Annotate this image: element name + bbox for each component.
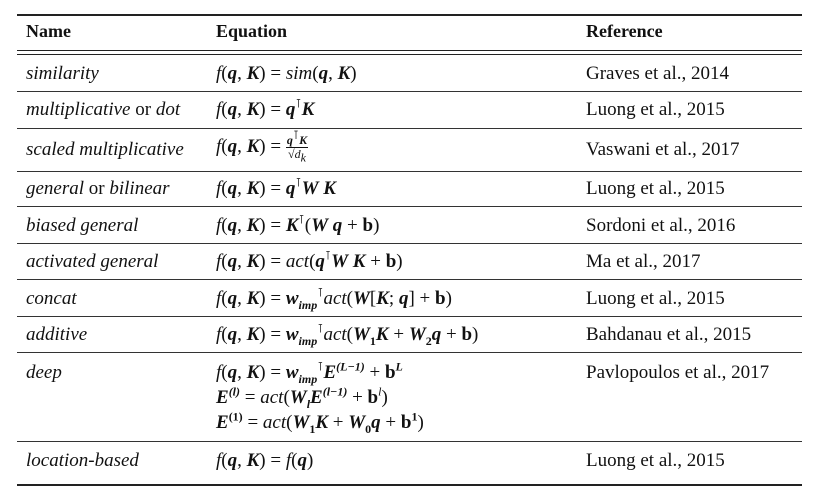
row-reference-deep: Pavlopoulos et al., 2017 <box>586 362 770 383</box>
row-equation-activated-general: f(q, K) = act(q⊺W K + b) <box>216 248 403 272</box>
row-reference-concat: Luong et al., 2015 <box>586 288 725 309</box>
row-equation-scaled-multiplicative: f(q, K) = $\frac{q^⊺K}{√d_k}$ <box>216 128 308 165</box>
row-equation-biased-general: f(q, K) = K⊺(W q + b) <box>216 212 380 236</box>
row-equation-additive: f(q, $K) = w_{imp}^⊺act(W_1K + W_2q + b)$ <box>216 321 479 348</box>
header-name: Name <box>26 21 71 41</box>
row-name-concat: concat <box>26 288 77 309</box>
row-divider <box>17 206 802 207</box>
row-name-multiplicative: multiplicative or dot <box>26 99 181 120</box>
row-name-additive: additive <box>26 324 88 345</box>
row-divider <box>17 171 802 172</box>
row-name-deep: deep <box>26 362 62 383</box>
row-divider <box>17 279 802 280</box>
top-rule <box>17 14 802 16</box>
row-equation-deep-1: f(q, $K) = w_{imp}^⊺E^{(L-1)} + b^L$ <box>216 359 403 386</box>
row-reference-general: Luong et al., 2015 <box>586 178 725 199</box>
header-reference: Reference <box>586 21 663 41</box>
row-reference-additive: Bahdanau et al., 2015 <box>586 324 752 345</box>
row-name-biased-general: biased general <box>26 215 139 236</box>
row-divider <box>17 128 802 129</box>
row-equation-general: f(q, K) = q⊺W K <box>216 175 336 199</box>
header-rule-1 <box>17 50 802 51</box>
row-equation-multiplicative: f(q, K) = q⊺K <box>216 96 315 120</box>
header-rule-2 <box>17 54 802 55</box>
row-reference-activated-general: Ma et al., 2017 <box>586 251 701 272</box>
row-reference-biased-general: Sordoni et al., 2016 <box>586 215 736 236</box>
row-divider <box>17 352 802 353</box>
row-name-activated-general: activated general <box>26 251 159 272</box>
row-equation-deep-2: $E^{(l)} = act(W_lE^{(l-1)} + b^l)$ <box>216 384 388 411</box>
row-divider <box>17 243 802 244</box>
row-divider <box>17 316 802 317</box>
row-equation-deep-3: $E^{(1)} = act(W_1K + W_0q + b^1)$ <box>216 409 424 436</box>
row-divider <box>17 441 802 442</box>
row-name-general: general or bilinear <box>26 178 170 199</box>
row-reference-similarity: Graves et al., 2014 <box>586 63 729 84</box>
row-reference-scaled-multiplicative: Vaswani et al., 2017 <box>586 139 740 160</box>
row-reference-multiplicative: Luong et al., 2015 <box>586 99 725 120</box>
row-name-similarity: similarity <box>26 63 99 84</box>
row-equation-similarity: f(q, K) = sim(q, K) <box>216 63 357 84</box>
row-reference-location-based: Luong et al., 2015 <box>586 450 725 471</box>
row-equation-location-based: f(q, K) = f(q) <box>216 450 314 471</box>
row-name-location-based: location-based <box>26 450 139 471</box>
bottom-rule <box>17 484 802 486</box>
row-name-scaled-multiplicative: scaled multiplicative <box>26 139 184 160</box>
row-equation-concat: f(q, $K) = w_{imp}^⊺act(W[K$; q] + b) <box>216 285 452 312</box>
header-equation: Equation <box>216 21 288 41</box>
row-divider <box>17 91 802 92</box>
